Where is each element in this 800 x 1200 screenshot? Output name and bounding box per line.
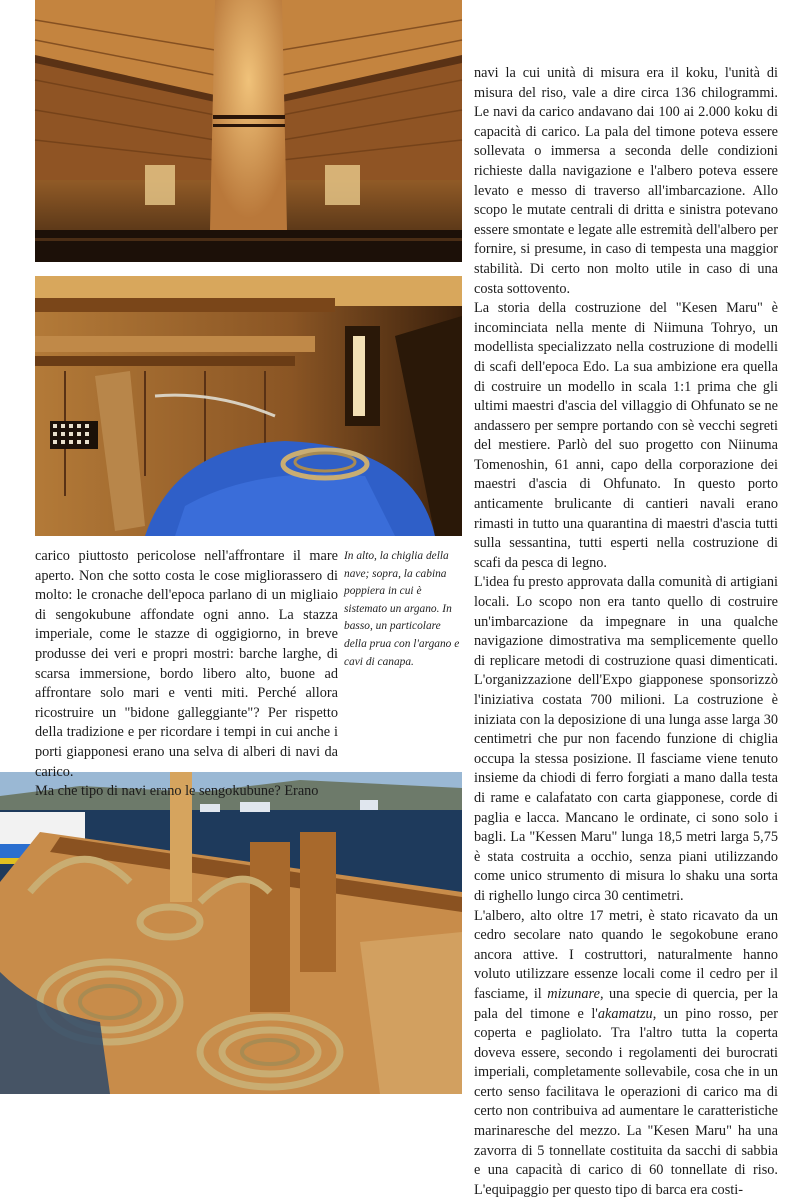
right-paragraph-1: navi la cui unità di misura era il koku, l'unità di misura del riso, vale a dire circa 136 chilogrammi. Le navi da carico andavano dai 100 ai 2.000 koku di capacità di carico. La pala del timone poteva essere sollevata o immersa a seconda delle condizioni richieste dalla navigazione e l'albero poteva essere levato e messo di traverso all'imbarcazione. Allo scopo le mutate centrali di dritta e sinistra potevano essere smontate e legate alle estremità dell'albero per fornire, si presume, in caso di tempesta una maggior stabilità. Di certo non molto utile in caso di una costa sottovento. bbox=[474, 65, 778, 297]
ship-hull-interior-keel-icon bbox=[35, 0, 462, 262]
left-text-column bbox=[35, 547, 338, 802]
right-paragraph-3: L'idea fu presto approvata dalla comunità di artigiani locali. Lo scopo non era tanto quello di costruire un'imbarcazione da impegnare in una qualche navigazione dimostrativa ma semplicemente quello di replicare metodi di costruzione quasi dimenticati. L'organizzazione dell'Expo giapponese sponsorizzò l'iniziativa costata 700 milioni. La costruzione è iniziata con la deposizione di una lunga asse larga 30 centimetri che pur non facendo funzione di chiglia occupa la stessa posizione. Il fasciame viene tenuto insieme da chiodi di ferro forgiati a mano dalla testa di rame e calafatato con carta giapponese, corde di paglia e lacca. Mancano le ordinate, ci sono solo i bagli. La "Kessen Maru" lunga 18,5 metri larga 5,75 è stata costruita a occhio, senza piani utilizzando come unico strumento di misura lo shaku una sorta di righello lungo circa 30 centimetri. bbox=[474, 574, 778, 904]
right-text-column bbox=[474, 64, 778, 1200]
cabin-photo bbox=[35, 276, 462, 536]
right-paragraph-2: La storia della costruzione del "Kesen Maru" è incominciata nella mente di Niimuna Tohryo, un modellista specializzato nella costruzione di modelli di scafi dell'epoca Edo. La sua ambizione era quella di costruire un modello in scala 1:1 prima che gli ultimi maestri d'ascia del villaggio di Ohfunato se ne andassero per sempre portando con sè vecchi segreti del mestiere. Parlò del suo progetto con Niinuma Tomenoshin, 61 anni, capo della corporazione dei maestri d'ascia di Ohfunato. In questo porto anticamente brulicante di cantieri navali erano rimasti in tutto una quarantina di maestri d'ascia tutti sulla sessantina, tutti esperti nella costruzione di scafi da pesca di legno. bbox=[474, 300, 778, 571]
bow-deck-windlass-ropes-icon bbox=[0, 772, 462, 1094]
deck-photo bbox=[0, 772, 462, 1094]
left-paragraph-2: Ma che tipo di navi erano le sengokubune? Erano bbox=[35, 783, 319, 800]
photo-caption: In alto, la chiglia della nave; sopra, la cabina poppiera in cui è sistemato un argano. In basso, un particolare della prua con l'argano e cavi di canapa. bbox=[344, 550, 460, 668]
paragraph-4-part-a: L'albero, alto oltre 17 metri, è stato ricavato da un cedro secolare nato quando le segokobune erano ancora attive. I costruttori, naturalmente hanno voluto utilizzare essenze locali come il cedro per il fasciame, il bbox=[474, 907, 778, 1002]
stern-cabin-windlass-icon bbox=[35, 276, 462, 536]
right-paragraph-4 bbox=[474, 907, 778, 1200]
keel-photo bbox=[35, 0, 462, 262]
left-paragraph-1: carico piuttosto pericolose nell'affrontare il mare aperto. Non che sotto costa le cose migliorassero di molto: le cronache dell'epoca parlano di un migliaio di sengokubune affondate ogni anno. La stazza imperiale, come le stazze di oggigiorno, in breve produsse dei veri e propri mostri: barche larghe, di scarsa immersione, bordo libero alto, buone ad affrontare solo mari e venti miti. Perché allora ricostruire un "bidone galleggiante"? Per rispetto della tradizione e per ricordare i tempi in cui anche i porti giapponesi erano una selva di alberi di navi da carico. bbox=[35, 548, 338, 780]
paragraph-4-part-b: , una specie di quercia, per la pala del timone e l' bbox=[474, 985, 778, 1022]
term-akamatzu: akamatzu bbox=[597, 1005, 653, 1022]
paragraph-4-part-c: , un pino rosso, per coperta e pagliolato. Tra l'altro tutta la coperta doveva essere, secondo i regolamenti dei burocrati imperiali, completamente sollevabile, cosa che in un certo senso facilitava le operazioni di carico ma di certo non contribuiva ad aumentare le caratteristiche marinaresche del mezzo. La "Kesen Maru" ha una zavorra di 5 tonnellate costituita da sacchi di sabbia e una capacità di carico di 60 tonnellate di riso. L'equipaggio per questo tipo di barca era costi- bbox=[474, 1005, 778, 1198]
term-mizunare: mizunare bbox=[547, 985, 600, 1002]
